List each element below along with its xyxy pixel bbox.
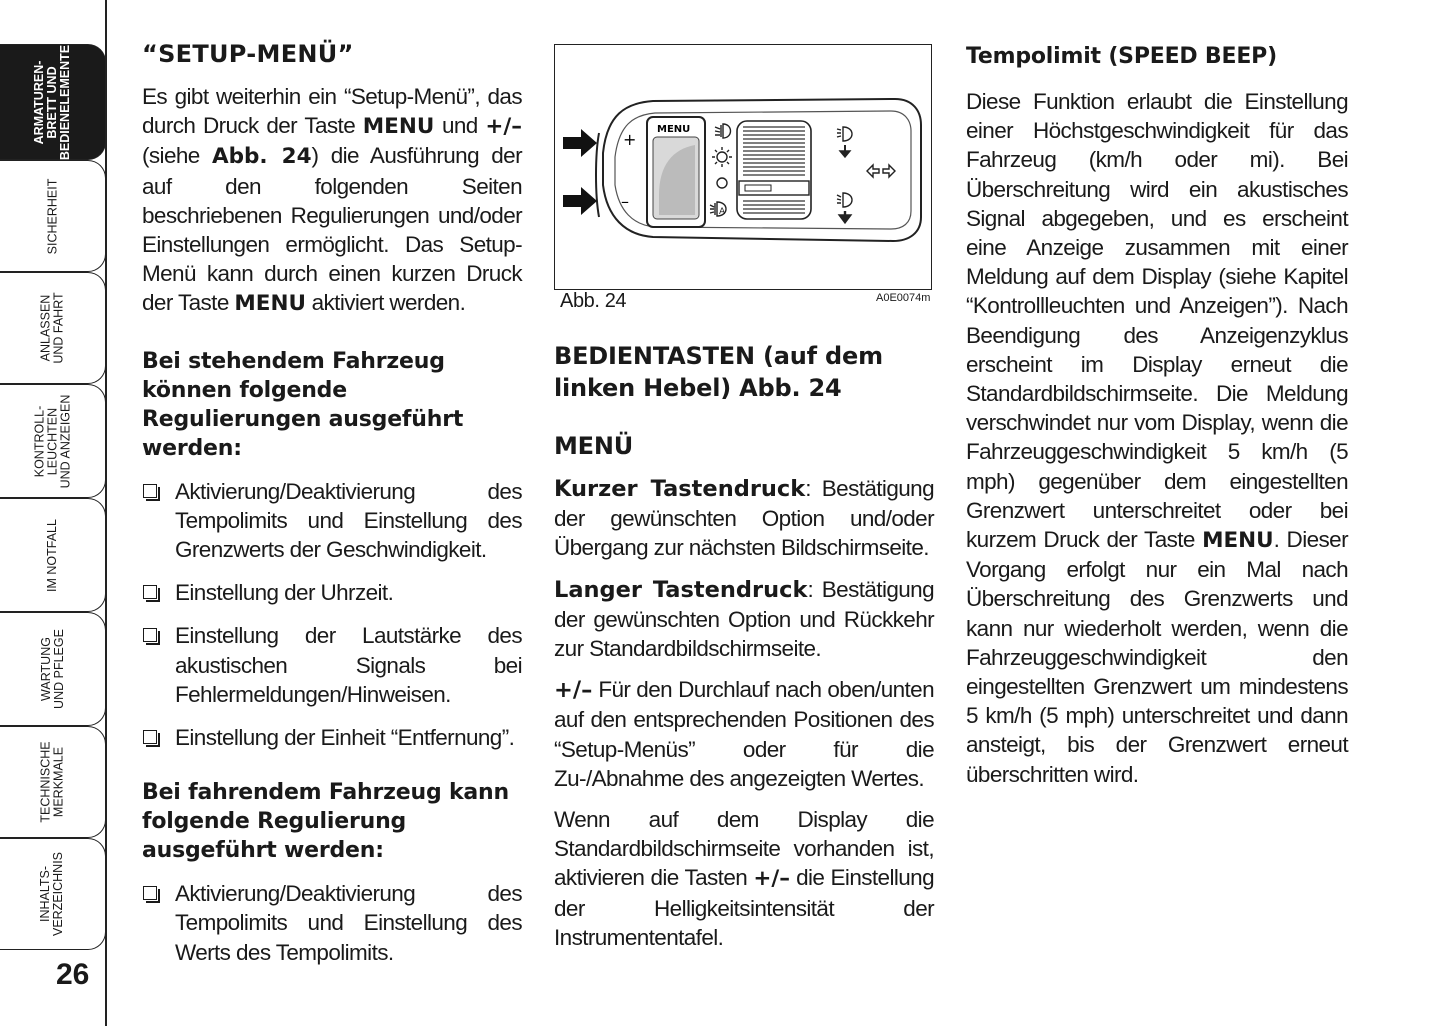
tab-armaturenbrett[interactable] (0, 44, 106, 160)
minus-label: – (621, 192, 629, 211)
left-column (142, 40, 522, 981)
checkbox-bullet-icon (143, 886, 157, 900)
tab-label: ARMATUREN- BRETT UND BEDIENELEMENTE (32, 44, 73, 160)
svg-text:A: A (719, 207, 726, 217)
long-press-paragraph: Langer Tastendruck: Bestätigung der gewünschten Option und Rückkehr zur Standardbildschirmseite. (554, 576, 934, 662)
list-item: Aktivierung/Deaktivierung des Tempolimits und Einstellung des Werts des Tempolimits. (142, 879, 522, 967)
checkbox-bullet-icon (143, 585, 157, 599)
tab-label: WARTUNG UND PFLEGE (38, 629, 66, 709)
figure-code: A0E0074m (876, 292, 931, 304)
arrow-right-icon (563, 129, 597, 157)
moving-heading: Bei fahrendem Fahrzeug kann folgende Regulierung ausgeführt werden: (142, 780, 509, 864)
list-item: Aktivierung/Deaktivierung des Tempolimits und Einstellung des Grenzwerts der Geschwindigkeit. (142, 477, 522, 565)
tab-label: ANLASSEN UND FAHRT (38, 292, 66, 364)
chapter-sidebar (0, 0, 108, 1026)
stationary-list (142, 477, 522, 753)
short-press-paragraph: Kurzer Tastendruck: Bestätigung der gewünschten Option und/oder Übergang zur nächsten Bildschirmseite. (554, 476, 934, 561)
tab-technische-merkmale[interactable] (0, 726, 106, 838)
tab-label: SICHERHEIT (44, 178, 59, 254)
tab-sicherheit[interactable] (0, 160, 106, 272)
page-number: 26 (56, 958, 90, 991)
tempolimit-paragraph: Diese Funktion erlaubt die Einstellung einer Höchstgeschwindigkeit für das Fahrzeug (km/h oder mi). Bei Überschreitung wird ein akustisches Signal abgegeben, und es erscheint eine Anzeige zusammen mit einer Meldung auf dem Display (siehe Kapitel “Kontrollleuchten und Anzeigen”). Nach Beendigung des Anzeigenzyklus erscheint im Display erneut die Standardbildschirmseite. Die Meldung verschwindet nur vom Display, wenn die Fahrzeuggeschwindigkeit 5 km/h (5 mph) gegenüber dem eingestellten Grenzwert unterschreitet oder bei kurzem Druck der Taste MENU. Dieser Vorgang erfolgt nur ein Mal nach Überschreitung des Grenzwerts und kann nur wiederholt werden, wenn die Fahrzeuggeschwindigkeit den eingestellten Grenzwert um mindestens 5 km/h (5 mph) unterschreitet und dann ansteigt, bis der Grenzwert erneut überschritten wird. (966, 89, 1348, 787)
tab-wartung[interactable] (0, 612, 106, 726)
checkbox-bullet-icon (143, 628, 157, 642)
bedientasten-heading: BEDIENTASTEN (auf dem linken Hebel) Abb. 24 (554, 342, 883, 402)
menue-heading: MENÜ (554, 432, 634, 460)
display-paragraph: Wenn auf dem Display die Standardbildschirmseite vorhanden ist, aktivieren die Tasten +/– die Einstellung der Helligkeitsintensität der Instrumententafel. (554, 807, 934, 950)
right-column (966, 40, 1348, 789)
menu-label: MENU (657, 124, 691, 135)
tab-inhaltsverzeichnis[interactable] (0, 838, 106, 950)
list-item: Einstellung der Uhrzeit. (142, 578, 522, 607)
middle-column (554, 340, 934, 952)
tab-kontrollleuchten[interactable] (0, 384, 106, 498)
figure-abb-24 (554, 44, 932, 290)
tempolimit-heading: Tempolimit (SPEED BEEP) (966, 44, 1277, 69)
list-item: Einstellung der Lautstärke des akustischen Signals bei Fehlermeldungen/Hinweisen. (142, 621, 522, 709)
tab-label: INHALTS- VERZEICHNIS (38, 851, 66, 937)
plusminus-paragraph: +/– Für den Durchlauf nach oben/unten auf den entsprechenden Positionen des “Setup-Menüs” oder für die Zu-/Abnahme des angezeigten Wertes. (554, 677, 934, 791)
lever-illustration (555, 45, 930, 288)
section-title: “SETUP-MENÜ” (142, 40, 354, 68)
moving-list (142, 879, 522, 967)
list-item: Einstellung der Einheit “Entfernung”. (142, 723, 522, 752)
checkbox-bullet-icon (143, 484, 157, 498)
tab-label: IM NOTFALL (45, 518, 59, 592)
tab-label: KONTROLL- LEUCHTEN UND ANZEIGEN (31, 394, 72, 488)
checkbox-bullet-icon (143, 730, 157, 744)
stationary-heading: Bei stehendem Fahrzeug können folgende Regulierungen ausgeführt werden: (142, 348, 464, 461)
plus-label: + (623, 130, 637, 149)
arrow-right-icon (563, 187, 597, 215)
figure-caption: Abb. 24 (560, 290, 627, 312)
tab-im-notfall[interactable] (0, 498, 106, 612)
rotary-switch (737, 121, 811, 219)
intro-paragraph: Es gibt weiterhin ein “Setup-Menü”, das durch Druck der Taste MENU und +/– (siehe Abb. 24) die Ausführung der auf den folgenden Seiten beschriebenen Regulierungen und/oder Einstellungen ermöglicht. Das Setup-Menü kann durch einen kurzen Druck der Taste MENU aktiviert werden. (142, 84, 522, 317)
tab-anlassen[interactable] (0, 272, 106, 384)
tab-label: TECHNISCHE MERKMALE (38, 741, 66, 823)
